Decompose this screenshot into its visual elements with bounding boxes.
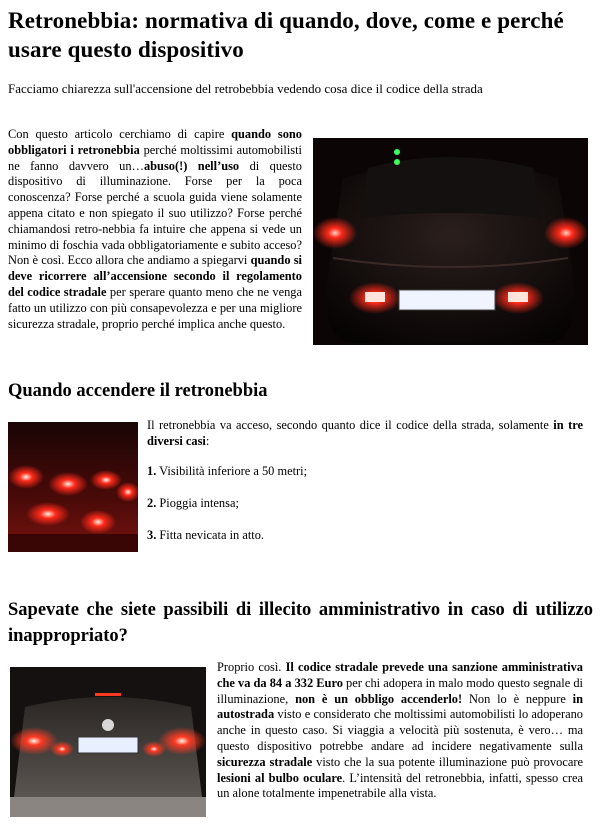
section2-text-4: visto e considerato che moltissimi automobilisti lo adoperano anche in questo caso. Si viaggia a velocità più sostenuta, è vero… ma questo dispositivo potrebbe andare ad incidere negativamente sulla — [217, 707, 583, 753]
intro-text-4: per sperare quanto meno che ne venga fatto un utilizzo con più consapevolezza e per una migliore sicurezza stradale, proprio perché implica anche questo. — [8, 284, 303, 331]
list-item — [147, 496, 239, 512]
list-item — [147, 464, 307, 480]
section2-text-6: . L’intensità del retronebbia, infatti, spesso crea un alone totalmente impenetrabile alla vista. — [217, 770, 583, 801]
section2-text-2: per chi adopera in malo modo questo segnale di illuminazione, — [217, 675, 583, 706]
list-item-text: Pioggia intensa; — [156, 496, 239, 510]
list-item-text: Visibilità inferiore a 50 metri; — [156, 464, 308, 478]
list-item-number: 3. — [147, 528, 157, 542]
list-item — [147, 528, 264, 544]
section2-text-3: Non lo è neppure — [462, 691, 573, 706]
section2-bold-2: non è un obbligo accenderlo! — [295, 691, 463, 706]
car-rear-illustration-2 — [10, 667, 206, 817]
section1-paragraph — [147, 418, 583, 450]
traffic-fog-lights-photo — [8, 422, 138, 552]
section1-text-2: : — [205, 433, 210, 448]
traffic-illustration — [8, 422, 138, 552]
section2-paragraph — [217, 660, 583, 802]
article-subtitle: Facciamo chiarezza sull'accensione del retrobebbia vedendo cosa dice il codice della strada — [8, 81, 483, 96]
section2-bold-5: lesioni al bulbo oculare — [217, 770, 343, 785]
list-item-number: 2. — [147, 496, 157, 510]
intro-text-1: Con questo articolo cerchiamo di capire — [8, 127, 232, 141]
section2-text-1: Proprio così. — [217, 660, 286, 674]
section1-bold-1: in tre diversi casi — [147, 418, 583, 448]
car-rear-lights-photo — [10, 667, 206, 817]
car-rear-fog-light-photo — [313, 138, 588, 345]
section1-heading: Quando accendere il retronebbia — [8, 381, 268, 401]
article-title: Retronebbia: normativa di quando, dove, come e perché usare questo dispositivo — [8, 8, 564, 62]
section2-bold-1: Il codice stradale prevede una sanzione amministrativa che va da 84 a 332 Euro — [217, 660, 583, 690]
intro-text-2: perché moltissimi automobilisti ne fanno davvero un… — [8, 142, 302, 173]
intro-paragraph — [8, 127, 302, 332]
section2-bold-3: in autostrada — [217, 691, 583, 722]
intro-bold-2: abuso(!) nell’uso — [143, 158, 240, 173]
list-item-number: 1. — [147, 464, 157, 478]
intro-bold-3: quando si deve ricorrere all’accensione secondo il regolamento del codice stradale — [8, 253, 302, 299]
section2-heading: Sapevate che siete passibili di illecito amministrativo in caso di utilizzo inappropriato? — [8, 600, 593, 646]
intro-text-3: di questo dispositivo di illuminazione. Forse per la poca conoscenza? Forse perché a scuola guida viene solamente appena citato e non spiegato il suo utilizzo? Forse perché chiamandosi retro-nebbia fa intuire che appena si vede un minimo di foschia vada obbligatoriamente e subito acceso? Non è così. Ecco allora che andiamo a spiegarvi — [8, 158, 303, 268]
section2-text-5: visto che la sua potente illuminazione può provocare — [312, 754, 583, 769]
section1-text-1: Il retronebbia va acceso, secondo quanto dice il codice della strada, solamente — [147, 418, 554, 432]
list-item-text: Fitta nevicata in atto. — [156, 528, 264, 542]
intro-bold-1: quando sono obbligatori i retronebbia — [8, 127, 302, 157]
car-rear-illustration — [313, 138, 588, 345]
section2-bold-4: sicurezza stradale — [217, 754, 313, 769]
